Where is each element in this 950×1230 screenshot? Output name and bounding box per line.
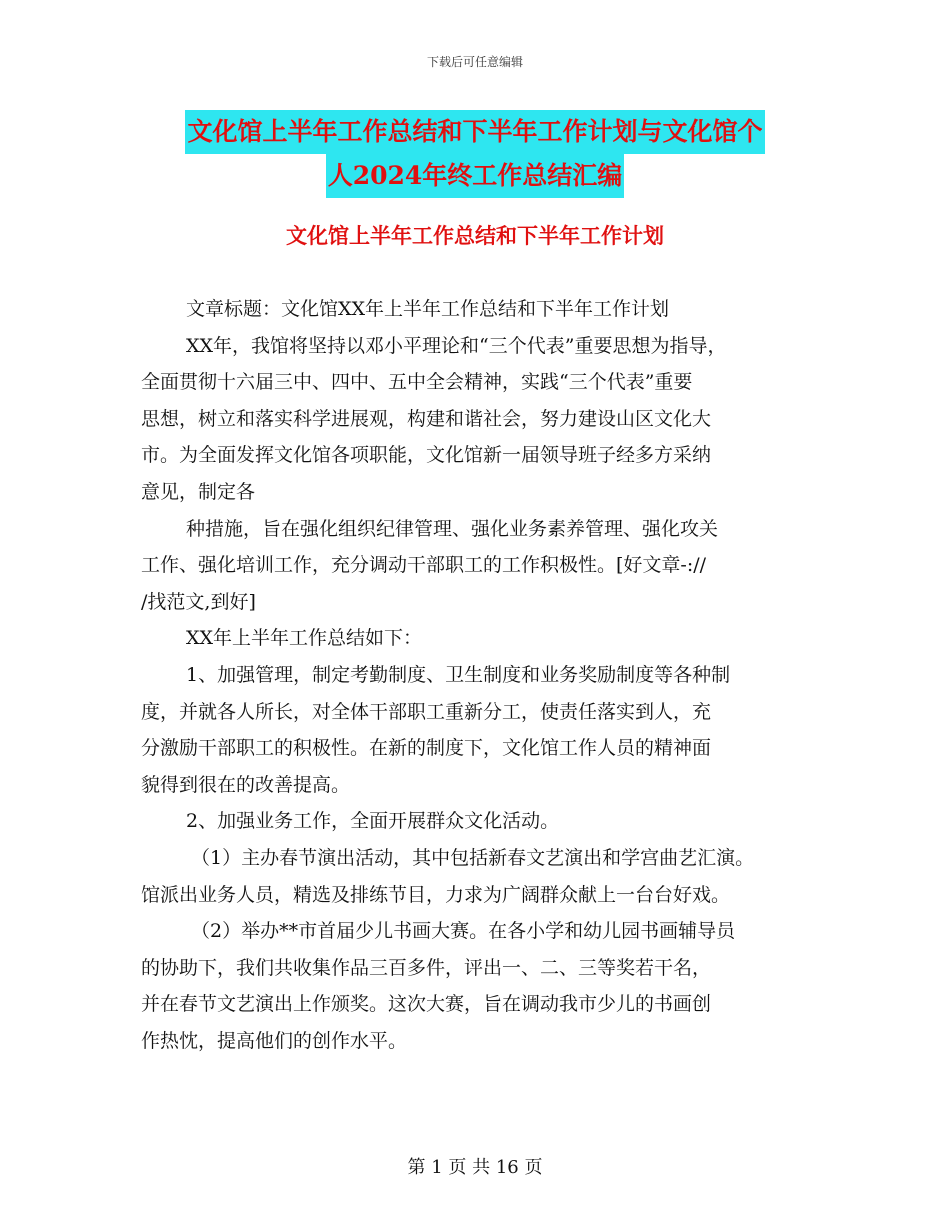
paragraph-line: 思想，树立和落实科学进展观，构建和谐社会，努力建设山区文化大 [141,407,712,430]
paragraph-line: 2、加强业务工作，全面开展群众文化活动。 [186,810,560,833]
paragraph-line: 全面贯彻十六届三中、四中、五中全会精神，实践“三个代表”重要 [141,371,693,394]
paragraph-line: 的协助下，我们共收集作品三百多件，评出一、二、三等奖若干名， [141,956,712,979]
paragraph-line: 并在春节文艺演出上作颁奖。这次大赛，旨在调动我市少儿的书画创 [141,993,712,1016]
section-title: 文化馆上半年工作总结和下半年工作计划 [286,223,664,248]
paragraph-line: 度，并就各人所长，对全体干部职工重新分工，使责任落实到人，充 [141,700,712,723]
page-number: 第 1 页 共 16 页 [407,1157,543,1178]
document-title-line-2: 人2024年终工作总结汇编 [326,154,625,198]
paragraph-line: XX年，我馆将坚持以邓小平理论和“三个代表”重要思想为指导， [186,334,727,357]
paragraph-line: 馆派出业务人员，精选及排练节目，力求为广阔群众献上一台台好戏。 [141,883,731,906]
paragraph-line: /找范文,到好] [141,590,256,613]
document-body [141,291,816,1059]
paragraph-line: 貌得到很在的改善提高。 [141,773,351,796]
paragraph-line: （2）举办**市首届少儿书画大赛。在各小学和幼儿园书画辅导员 [191,920,736,943]
document-title [0,110,950,198]
page-header-note: 下载后可任意编辑 [426,55,523,69]
paragraph-line: （1）主办春节演出活动，其中包括新春文艺演出和学宫曲艺汇演。 [191,846,755,869]
paragraph-line: 意见，制定各 [141,480,256,503]
paragraph-line: XX年上半年工作总结如下： [186,627,423,650]
paragraph-line: 文章标题：文化馆XX年上半年工作总结和下半年工作计划 [186,298,670,320]
paragraph-line: 1、加强管理，制定考勤制度、卫生制度和业务奖励制度等各种制 [186,663,731,686]
paragraph-line: 作热忱，提高他们的创作水平。 [141,1029,408,1052]
paragraph-line: 种措施，旨在强化组织纪律管理、强化业务素养管理、强化攻关 [186,517,719,540]
paragraph-line: 市。为全面发挥文化馆各项职能，文化馆新一届领导班子经多方采纳 [141,444,712,467]
paragraph-line: 工作、强化培训工作，充分调动干部职工的工作积极性。[好文章-:// [141,554,707,577]
document-title-line-1: 文化馆上半年工作总结和下半年工作计划与文化馆个 [185,110,764,154]
paragraph-line: 分激励干部职工的积极性。在新的制度下，文化馆工作人员的精神面 [141,737,712,760]
